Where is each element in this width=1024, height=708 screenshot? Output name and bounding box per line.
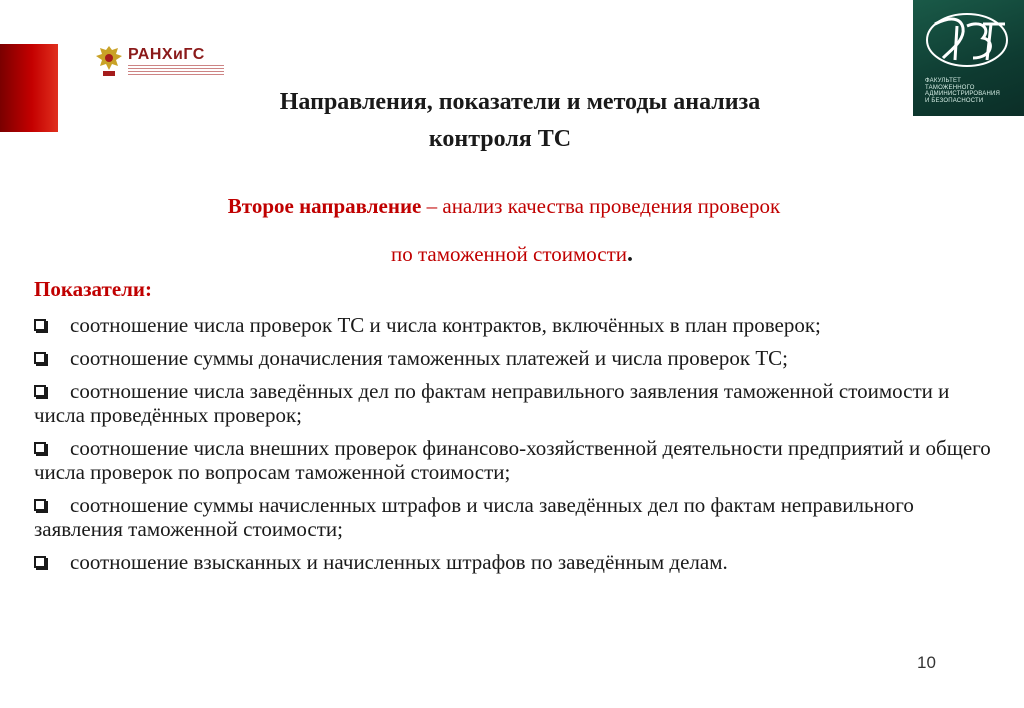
list-item-text: соотношение суммы начисленных штрафов и числа заведённых дел по фактам неправильного заявления таможенной стоимости; bbox=[34, 493, 914, 541]
checkbox-bullet-icon bbox=[34, 319, 46, 331]
list-item bbox=[34, 493, 994, 541]
direction-subtitle-line1 bbox=[0, 193, 1016, 219]
list-item-text: соотношение числа проверок ТС и числа контрактов, включённых в план проверок; bbox=[70, 313, 821, 337]
list-item bbox=[34, 346, 994, 370]
list-item bbox=[34, 379, 994, 427]
direction-description-cont: по таможенной стоимости bbox=[390, 242, 628, 266]
indicators-list bbox=[34, 313, 994, 583]
faculty-monogram-icon bbox=[921, 6, 1017, 76]
direction-label: Второе направление bbox=[227, 194, 422, 218]
checkbox-bullet-icon bbox=[34, 352, 46, 364]
ranepa-logo bbox=[94, 43, 224, 79]
checkbox-bullet-icon bbox=[34, 499, 46, 511]
list-item bbox=[34, 550, 994, 574]
list-item bbox=[34, 436, 994, 484]
checkbox-bullet-icon bbox=[34, 385, 46, 397]
list-item-text: соотношение числа внешних проверок финансово-хозяйственной деятельности предприятий и общего числа проверок по вопросам таможенной стоимости; bbox=[34, 436, 991, 484]
checkbox-bullet-icon bbox=[34, 442, 46, 454]
direction-description: – анализ качества проведения проверок bbox=[421, 194, 781, 218]
checkbox-bullet-icon bbox=[34, 556, 46, 568]
page-number: 10 bbox=[917, 653, 936, 672]
ranepa-subtitle-lines bbox=[128, 65, 224, 75]
indicators-heading: Показатели: bbox=[34, 277, 153, 301]
ranepa-brand-text: РАНХиГС bbox=[128, 46, 205, 63]
list-item-text: соотношение суммы доначисления таможенных платежей и числа проверок ТС; bbox=[70, 346, 788, 370]
list-item bbox=[34, 313, 994, 337]
eagle-emblem-icon bbox=[94, 44, 124, 78]
faculty-name-text: ФАКУЛЬТЕТ ТАМОЖЕННОГО АДМИНИСТРИРОВАНИЯ И БЕЗОПАСНОСТИ bbox=[925, 78, 1001, 104]
direction-period: . bbox=[627, 241, 634, 267]
direction-subtitle-line2 bbox=[0, 241, 1024, 267]
list-item-text: соотношение числа заведённых дел по фактам неправильного заявления таможенной стоимости и числа проведённых проверок; bbox=[34, 379, 950, 427]
slide-title-line2: контроля ТС bbox=[428, 126, 572, 152]
slide-title-line1: Направления, показатели и методы анализа bbox=[279, 89, 761, 115]
list-item-text: соотношение взысканных и начисленных штрафов по заведённым делам. bbox=[70, 550, 728, 574]
